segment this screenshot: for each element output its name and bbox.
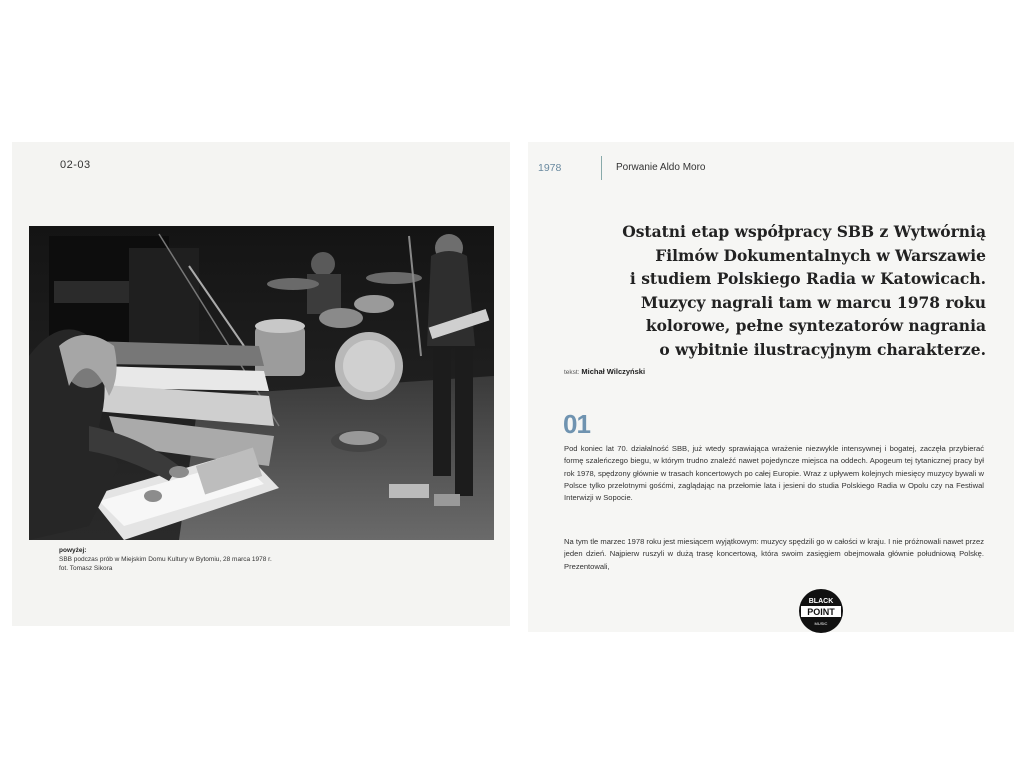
header-title: Porwanie Aldo Moro (616, 162, 706, 173)
body-paragraph-2: Na tym tle marzec 1978 roku jest miesiącem wyjątkowym: muzycy spędzili go w całości w kraju. I nie próżnowali nawet przez jeden dzień. Najpierw ruszyli w dużą trasę koncertową, która swoim zasięgiem obejmowała głównie południową Polskę. Prezentowali, (564, 537, 984, 571)
lead-line-2: Filmów Dokumentalnych w Warszawie (655, 245, 986, 265)
caption-heading: powyżej: (59, 547, 87, 554)
lead-line-5: kolorowe, pełne syntezatorów nagrania (645, 316, 986, 335)
byline (564, 367, 645, 376)
lead-paragraph (554, 220, 986, 361)
lead-line-4: Muzycy nagrali tam w marcu 1978 roku (640, 292, 986, 312)
body-paragraph-1: Pod koniec lat 70. działalność SBB, już wtedy sprawiająca wrażenie niezwykle intensywnej i bogatej, zaczęła przybierać formę szaleńczego biegu, w którym trudno znaleźć nawet pojedyncze miejsca na oddech. Apogeum tej tytanicznej pracy był rok 1978, spędzony głównie w trasach koncertowych po całej Europie. Wraz z upływem kolejnych miesięcy muzycy bywali w Polsce tylko przelotnymi gośćmi, zaglądając na przełomie lata i jesieni do studia Polskiego Radia w Opolu czy na Festiwal Interwizji w Sopocie. (564, 444, 984, 503)
right-page (528, 142, 1014, 632)
section-number: 01 (563, 409, 590, 439)
band-rehearsal-photo (29, 226, 494, 540)
caption-line-1: SBB podczas prób w Miejskim Domu Kultury w Bytomiu, 28 marca 1978 r. (59, 556, 272, 563)
lead-line-3: i studiem Polskiego Radia w Katowicach. (629, 269, 986, 288)
header-year: 1978 (538, 162, 562, 174)
photo-illustration (29, 226, 494, 540)
logo-small-text: MUSIC (814, 621, 828, 626)
logo-top-text: BLACK (808, 598, 834, 605)
byline-label: tekst: (564, 369, 580, 376)
black-point-logo (798, 588, 844, 634)
photo-caption (59, 546, 379, 573)
byline-author: Michał Wilczyński (581, 367, 646, 376)
lead-line-1: Ostatni etap współpracy SBB z Wytwórnią (622, 222, 986, 241)
left-page (12, 142, 510, 626)
lead-line-6: o wybitnie ilustracyjnym charakterze. (659, 339, 986, 359)
page-number: 02-03 (60, 159, 91, 171)
caption-line-2: fot. Tomasz Sikora (59, 565, 113, 572)
logo-bottom-text: POINT (807, 607, 835, 617)
header-divider (601, 156, 602, 180)
